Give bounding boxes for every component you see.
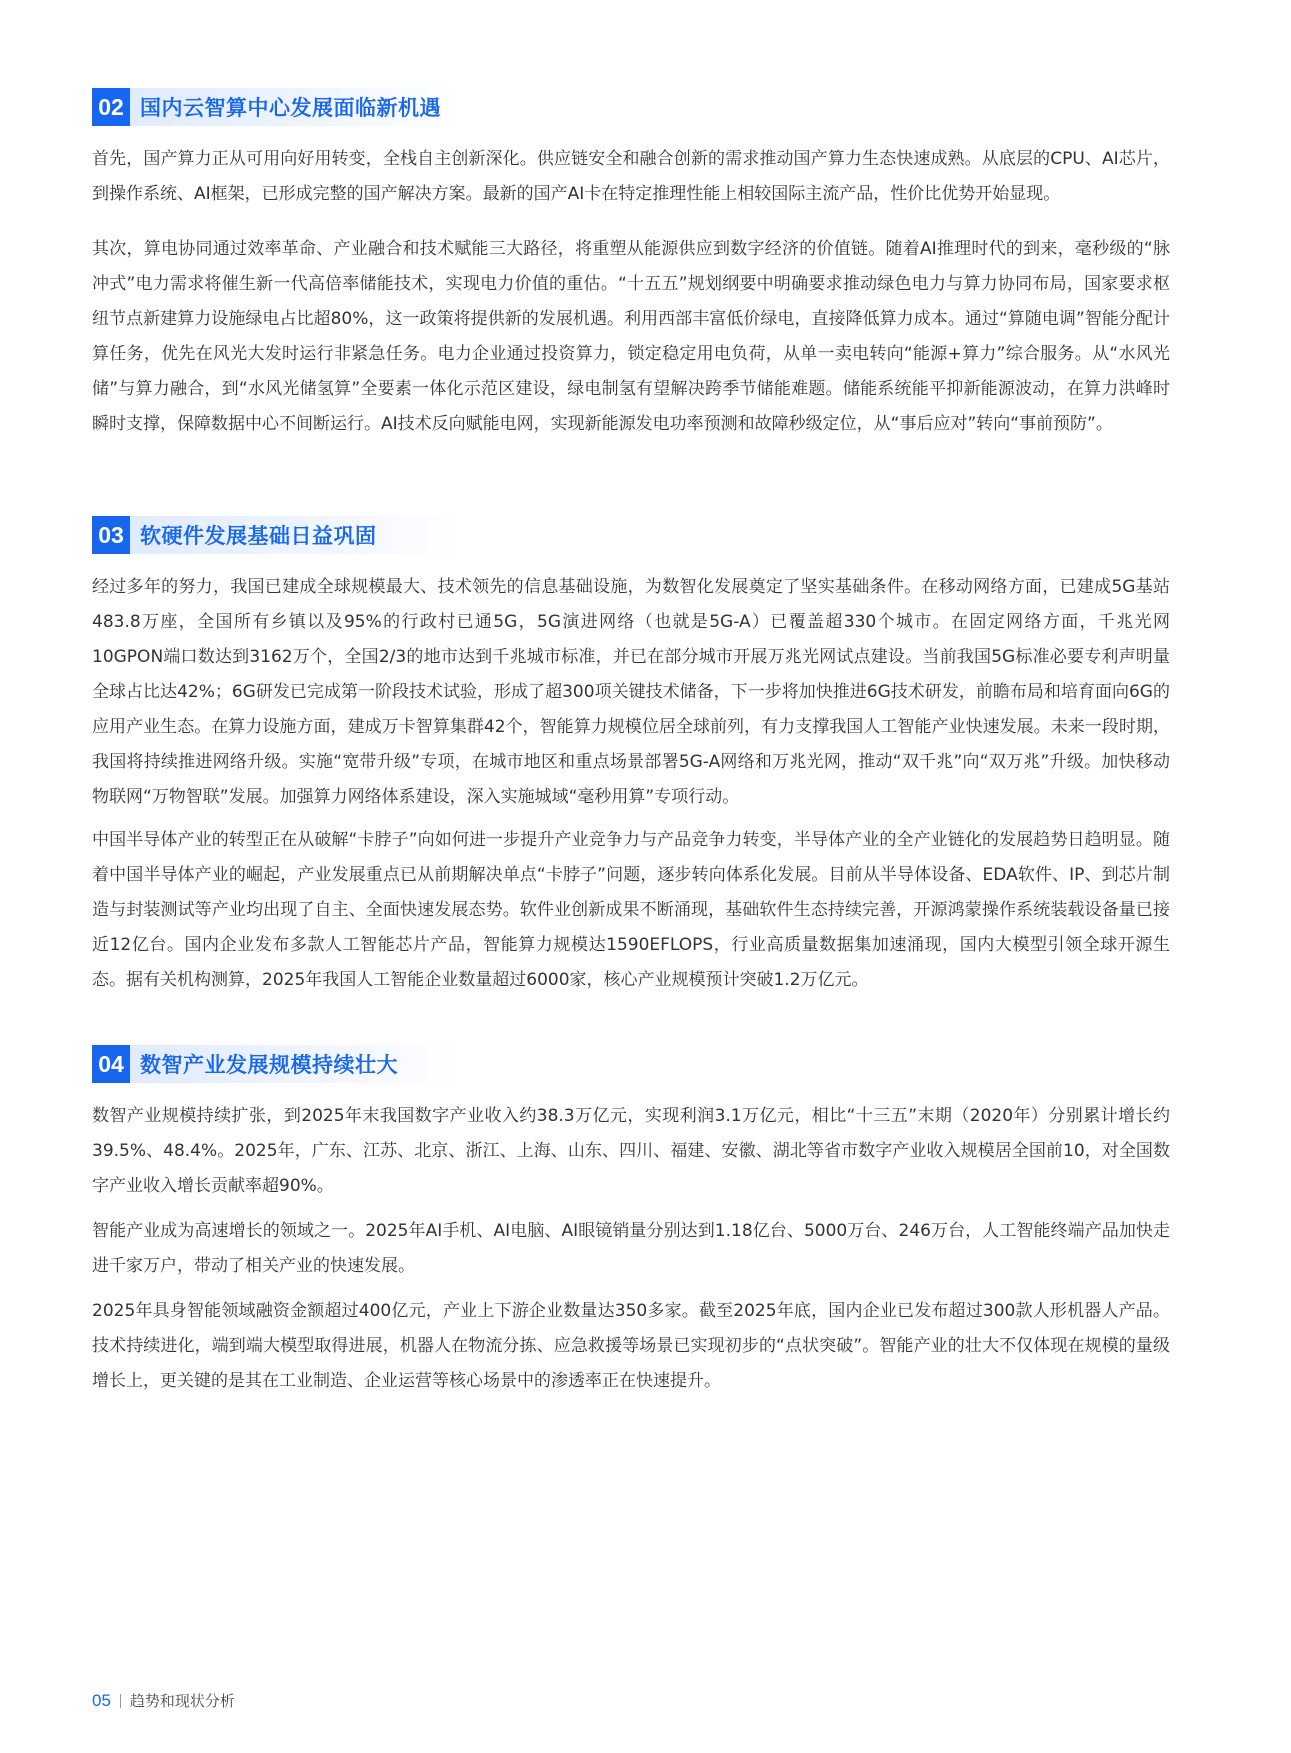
paragraph: 中国半导体产业的转型正在从破解“卡脖子”向如何进一步提升产业竞争力与产品竞争力转变，半导体产业的全产业链化的发展趋势日趋明显。随着中国半导体产业的崛起，产业发展重点已从前期解决单点“卡脖子”问题，逐步转向体系化发展。目前从半导体设备、EDA软件、IP、到芯片制造与封装测试等产业均出现了自主、全面快速发展态势。软件业创新成果不断涌现，基础软件生态持续完善，开源鸿蒙操作系统装载设备量已接近12亿台。国内企业发布多款人工智能芯片产品，智能算力规模达1590EFLOPS，行业高质量数据集加速涌现，国内大模型引领全球开源生态。据有关机构测算，2025年我国人工智能企业数量超过6000家，核心产业规模预计突破1.2万亿元。	[92, 830, 1170, 990]
paragraph: 首先，国产算力正从可用向好用转变，全栈自主创新深化。供应链安全和融合创新的需求推动国产算力生态快速成熟。从底层的CPU、AI芯片，到操作系统、AI框架，已形成完整的国产解决方案。最新的国产AI卡在特定推理性能上相较国际主流产品，性价比优势开始显现。	[92, 149, 1170, 204]
page-footer	[92, 1690, 235, 1711]
section-number: 02	[92, 88, 130, 126]
chapter-name: 趋势和现状分析	[129, 1692, 235, 1710]
paragraph: 经过多年的努力，我国已建成全球规模最大、技术领先的信息基础设施，为数智化发展奠定了坚实基础条件。在移动网络方面，已建成5G基站483.8万座，全国所有乡镇以及95%的行政村已通5G，5G演进网络（也就是5G-A）已覆盖超330个城市。在固定网络方面，千兆光网10GPON端口数达到3162万个，全国2/3的地市达到千兆城市标准，并已在部分城市开展万兆光网试点建设。当前我国5G标准必要专利声明量全球占比达42%；6G研发已完成第一阶段技术试验，形成了超300项关键技术储备，下一步将加快推进6G技术研发，前瞻布局和培育面向6G的应用产业生态。在算力设施方面，建成万卡智算集群42个，智能算力规模位居全球前列，有力支撑我国人工智能产业快速发展。未来一段时期，我国将持续推进网络升级。实施“宽带升级”专项，在城市地区和重点场景部署5G-A网络和万兆光网，推动“双千兆”向“双万兆”升级。加快移动物联网“万物智联”发展。加强算力网络体系建设，深入实施城域“毫秒用算”专项行动。	[92, 577, 1170, 807]
section-number: 04	[92, 1045, 130, 1083]
section-number: 03	[92, 516, 130, 554]
page-number: 05	[92, 1690, 111, 1710]
section-title: 国内云智算中心发展面临新机遇	[140, 96, 441, 120]
footer-divider	[120, 1694, 121, 1708]
paragraph: 数智产业规模持续扩张，到2025年末我国数字产业收入约38.3万亿元，实现利润3.1万亿元，相比“十三五”末期（2020年）分别累计增长约39.5%、48.4%。2025年，广东、江苏、北京、浙江、上海、山东、四川、福建、安徽、湖北等省市数字产业收入规模居全国前10，对全国数字产业收入增长贡献率超90%。	[92, 1106, 1170, 1196]
section-title: 软硬件发展基础日益巩固	[140, 524, 377, 548]
section-heading-04	[92, 1045, 462, 1083]
section-heading-03	[92, 516, 462, 554]
paragraph: 智能产业成为高速增长的领域之一。2025年AI手机、AI电脑、AI眼镜销量分别达到1.18亿台、5000万台、246万台，人工智能终端产品加快走进千家万户，带动了相关产业的快速发展。	[92, 1221, 1170, 1276]
section-heading-02	[92, 88, 462, 126]
paragraph: 其次，算电协同通过效率革命、产业融合和技术赋能三大路径，将重塑从能源供应到数字经济的价值链。随着AI推理时代的到来，毫秒级的“脉冲式”电力需求将催生新一代高倍率储能技术，实现电力价值的重估。“十五五”规划纲要中明确要求推动绿色电力与算力协同布局，国家要求枢纽节点新建算力设施绿电占比超80%，这一政策将提供新的发展机遇。利用西部丰富低价绿电，直接降低算力成本。通过“算随电调”智能分配计算任务，优先在风光大发时运行非紧急任务。电力企业通过投资算力，锁定稳定用电负荷，从单一卖电转向“能源+算力”综合服务。从“水风光储”与算力融合，到“水风光储氢算”全要素一体化示范区建设，绿电制氢有望解决跨季节储能难题。储能系统能平抑新能源波动，在算力洪峰时瞬时支撑，保障数据中心不间断运行。AI技术反向赋能电网，实现新能源发电功率预测和故障秒级定位，从“事后应对”转向“事前预防”。	[92, 239, 1170, 434]
paragraph: 2025年具身智能领域融资金额超过400亿元，产业上下游企业数量达350多家。截至2025年底，国内企业已发布超过300款人形机器人产品。技术持续进化，端到端大模型取得进展，机器人在物流分拣、应急救援等场景已实现初步的“点状突破”。智能产业的壮大不仅体现在规模的量级增长上，更关键的是其在工业制造、企业运营等核心场景中的渗透率正在快速提升。	[92, 1301, 1170, 1391]
section-title: 数智产业发展规模持续壮大	[140, 1053, 398, 1077]
